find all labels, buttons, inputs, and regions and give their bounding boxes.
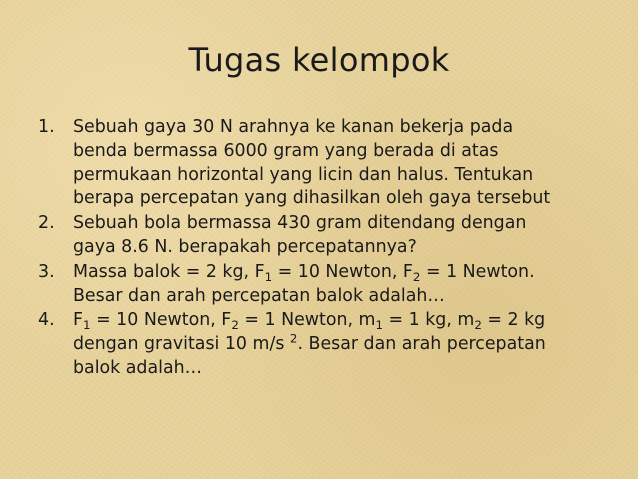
text-segment: = 1 Newton. — [420, 261, 535, 282]
question-list — [38, 116, 618, 382]
text-segment: = 1 Newton, m — [238, 310, 376, 331]
text-segment: F — [73, 310, 84, 331]
text-segment: = 10 Newton, F — [272, 261, 413, 282]
list-item — [38, 309, 618, 380]
item-number: 2. — [38, 213, 55, 234]
slide-title: Tugas kelompok — [188, 41, 450, 79]
subscript: 2 — [412, 269, 421, 284]
text-segment: Massa balok = 2 kg, F — [73, 261, 265, 282]
item-text-line: Sebuah gaya 30 N arahnya ke kanan bekerja pada — [73, 117, 514, 137]
item-text-line — [73, 261, 618, 285]
item-text-line: gaya 8.6 N. berapakah percepatannya? — [73, 236, 417, 257]
item-text-line: berapa percepatan yang dihasilkan oleh gaya tersebut — [73, 188, 551, 209]
item-number: 3. — [38, 261, 55, 282]
item-number: 1. — [38, 117, 55, 137]
subscript: 2 — [231, 318, 239, 333]
list-item — [38, 261, 618, 309]
item-text-line: benda bermassa 6000 gram yang berada di atas — [73, 140, 499, 161]
subscript: 2 — [474, 318, 482, 333]
list-item — [38, 212, 618, 260]
item-text-line: permukaan horizontal yang licin dan halus. Tentukan — [73, 164, 534, 185]
subscript: 1 — [264, 269, 273, 284]
text-segment: dengan gravitasi 10 m/s — [73, 334, 290, 355]
text-segment: = 10 Newton, F — [90, 310, 232, 331]
item-number: 4. — [38, 310, 55, 331]
superscript: 2 — [289, 331, 298, 346]
text-segment: = 1 kg, m — [383, 310, 475, 331]
item-text-line — [73, 309, 618, 333]
text-segment: . Besar dan arah percepatan — [297, 334, 546, 355]
list-item — [38, 116, 618, 211]
subscript: 1 — [83, 318, 91, 333]
item-text-line: Besar dan arah percepatan balok adalah… — [73, 285, 445, 306]
item-text-line: balok adalah… — [73, 357, 203, 378]
item-text-line — [73, 333, 618, 357]
item-text-line: Sebuah bola bermassa 430 gram ditendang dengan — [73, 213, 527, 234]
text-segment: = 2 kg — [481, 310, 546, 331]
subscript: 1 — [375, 318, 384, 333]
